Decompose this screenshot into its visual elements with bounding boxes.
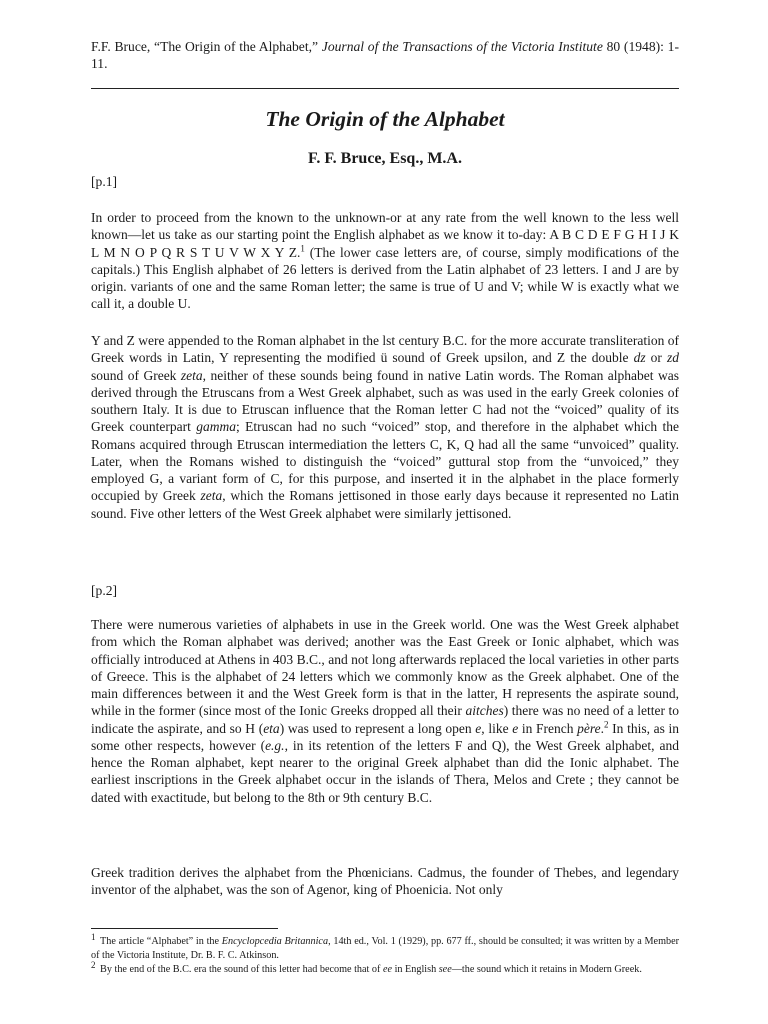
page-title: The Origin of the Alphabet bbox=[265, 107, 505, 131]
paragraph-1: In order to proceed from the known to the unknown-or at any rate from the well known to the less well known—let us take as our starting point the English alphabet as we know it to-day: A B C D E F G H I J K L M N O P Q R S T U V W X Y Z.$^1$ (The lower case letters are, of course, simply modifications of the capitals.) This English alphabet of 26 letters is derived from the Latin alphabet of 23 letters. I and J are by origin. variants of one and the same Roman letter; the same is true of U and V; while W is exactly what we call it, a double U. bbox=[91, 210, 679, 312]
page-marker-2: [p.2] bbox=[91, 583, 118, 598]
footnote-divider bbox=[91, 928, 278, 929]
footnote-ref-1[interactable]: 1 bbox=[300, 243, 305, 253]
citation-text: F.F. Bruce, “The Origin of the Alphabet,” bbox=[91, 39, 322, 54]
citation-header bbox=[91, 38, 679, 72]
journal-name: Journal of the Transactions of the Victoria Institute bbox=[321, 39, 603, 54]
author-line: F. F. Bruce, Esq., M.A. bbox=[308, 150, 462, 167]
footnote-ref-2[interactable]: 2 bbox=[604, 719, 609, 729]
header-divider bbox=[91, 88, 679, 89]
page-marker-1: [p.1] bbox=[91, 174, 118, 189]
citation-volume: 80 (1948): 1-11. bbox=[91, 39, 679, 71]
footnote-1: 1 The article “Alphabet” in the Encyclopcedia Britannica, 14th ed., Vol. 1 (1929), pp. 677 ff., should be consulted; it was written by a Member of the Victoria Institute, Dr. B. F. C. Atkinson. bbox=[91, 931, 680, 961]
paragraph-2: Y and Z were appended to the Roman alphabet in the lst century B.C. for the more accurate transliteration of Greek words in Latin, Y representing the modified ü sound of Greek upsilon, and Z the double dz or zd sound of Greek zeta, neither of these sounds being found in native Latin words. The Roman alphabet was derived through the Etruscans from a West Greek alphabet, such as was used in the early Greek colonies of southern Italy. It is due to Etruscan influence that the Roman letter C had not the “voiced” quality of its Greek counterpart gamma; Etruscan had no such “voiced” stop, and therefore in the alphabet which the Romans acquired through Etruscan intermediation the letters C, K, Q had all the same “unvoiced” quality. Later, when the Romans wished to distinguish the “voiced” guttural stop from the “unvoiced,” they employed G, a variant form of C, for this purpose, and inserted it in the alphabet in the place formerly occupied by Greek zeta, which the Romans jettisoned in those early days because it represented no Latin sound. Five other letters of the West Greek alphabet were similarly jettisoned. bbox=[91, 333, 679, 521]
footnote-2: 2 By the end of the B.C. era the sound of this letter had become that of ee in English see—the sound which it retains in Modern Greek. bbox=[91, 959, 642, 975]
paragraph-3: There were numerous varieties of alphabets in use in the Greek world. One was the West Greek alphabet from which the Roman alphabet was derived; another was the East Greek or Ionic alphabet, which was officially introduced at Athens in 403 B.C., and not long afterwards replaced the local varieties in other parts of Greece. This is the alphabet of 24 letters which we commonly know as the Greek alphabet. One of the main differences between it and the West Greek form is that in the latter, H represents the aspirate sound, while in the former (since most of the Ionic Greeks dropped all their aitches) there was no need of a letter to indicate the aspirate, and so H (eta) was used to represent a long open e, like e in French père.$^2$ In this, as in some other respects, however (e.g., in its retention of the letters F and Q), the West Greek alphabet, and hence the Roman alphabet, kept nearer to the original Greek alphabet than did the Ionic alphabet. The earliest inscriptions in the Greek alphabet occur in the islands of Thera, Melos and Crete ; they cannot be dated with exactitude, but belong to the 8th or 9th century B.C. bbox=[91, 617, 679, 805]
paragraph-4: Greek tradition derives the alphabet from the Phœnicians. Cadmus, the founder of Thebes, and legendary inventor of the alphabet, was the son of Agenor, king of Phoenicia. Not only bbox=[91, 865, 679, 898]
